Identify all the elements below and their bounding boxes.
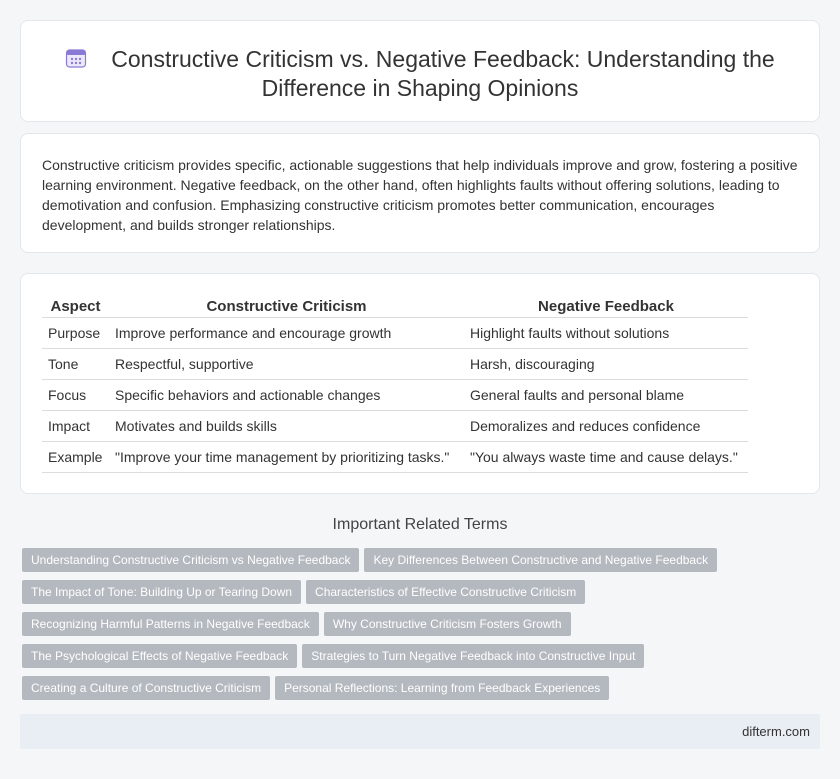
table-row <box>42 442 748 473</box>
cell-constructive: "Improve your time management by prioritizing tasks." <box>109 442 464 473</box>
table-row <box>42 318 748 349</box>
title-line-1: Constructive Criticism vs. Negative Feedback: Understanding the <box>111 46 775 72</box>
footer-bar <box>20 714 820 749</box>
related-term-tag[interactable]: Characteristics of Effective Constructive Criticism <box>306 580 585 604</box>
related-terms-list <box>22 548 822 708</box>
table-row <box>42 411 748 442</box>
cell-constructive: Improve performance and encourage growth <box>109 318 464 349</box>
related-term-tag[interactable]: Why Constructive Criticism Fosters Growth <box>324 612 571 636</box>
table-row <box>42 349 748 380</box>
related-term-tag[interactable]: Creating a Culture of Constructive Criticism <box>22 676 270 700</box>
related-term-tag[interactable]: Understanding Constructive Criticism vs Negative Feedback <box>22 548 359 572</box>
related-term-tag[interactable]: Personal Reflections: Learning from Feedback Experiences <box>275 676 609 700</box>
header-card <box>20 20 820 122</box>
comparison-table <box>42 295 748 473</box>
intro-paragraph: Constructive criticism provides specific, actionable suggestions that help individuals improve and grow, fostering a positive learning environment. Negative feedback, on the other hand, often highlights faults without offering solutions, leading to demotivation and confusion. Emphasizing constructive criticism promotes better communication, encourages development, and builds stronger relationships. <box>42 157 798 233</box>
cell-negative: "You always waste time and cause delays." <box>464 442 748 473</box>
title-line-2: Difference in Shaping Opinions <box>261 75 579 101</box>
header-aspect: Aspect <box>42 295 109 318</box>
footer-site-link[interactable]: difterm.com <box>742 724 810 739</box>
cell-aspect: Example <box>42 442 109 473</box>
related-term-tag[interactable]: The Impact of Tone: Building Up or Tearing Down <box>22 580 301 604</box>
cell-negative: General faults and personal blame <box>464 380 748 411</box>
header-constructive: Constructive Criticism <box>109 295 464 318</box>
table-header-row <box>42 295 748 318</box>
cell-aspect: Tone <box>42 349 109 380</box>
related-term-tag[interactable]: Key Differences Between Constructive and Negative Feedback <box>364 548 717 572</box>
header-negative: Negative Feedback <box>464 295 748 318</box>
table-row <box>42 380 748 411</box>
page-title <box>21 45 819 103</box>
related-term-tag[interactable]: Strategies to Turn Negative Feedback into Constructive Input <box>302 644 644 668</box>
related-term-tag[interactable]: Recognizing Harmful Patterns in Negative Feedback <box>22 612 319 636</box>
cell-negative: Highlight faults without solutions <box>464 318 748 349</box>
cell-constructive: Motivates and builds skills <box>109 411 464 442</box>
cell-aspect: Impact <box>42 411 109 442</box>
cell-negative: Demoralizes and reduces confidence <box>464 411 748 442</box>
cell-constructive: Respectful, supportive <box>109 349 464 380</box>
related-terms-heading: Important Related Terms <box>332 516 508 533</box>
related-term-tag[interactable]: The Psychological Effects of Negative Feedback <box>22 644 297 668</box>
intro-card <box>20 133 820 253</box>
calendar-icon <box>65 47 87 69</box>
cell-negative: Harsh, discouraging <box>464 349 748 380</box>
cell-constructive: Specific behaviors and actionable changes <box>109 380 464 411</box>
cell-aspect: Purpose <box>42 318 109 349</box>
cell-aspect: Focus <box>42 380 109 411</box>
comparison-card <box>20 273 820 494</box>
